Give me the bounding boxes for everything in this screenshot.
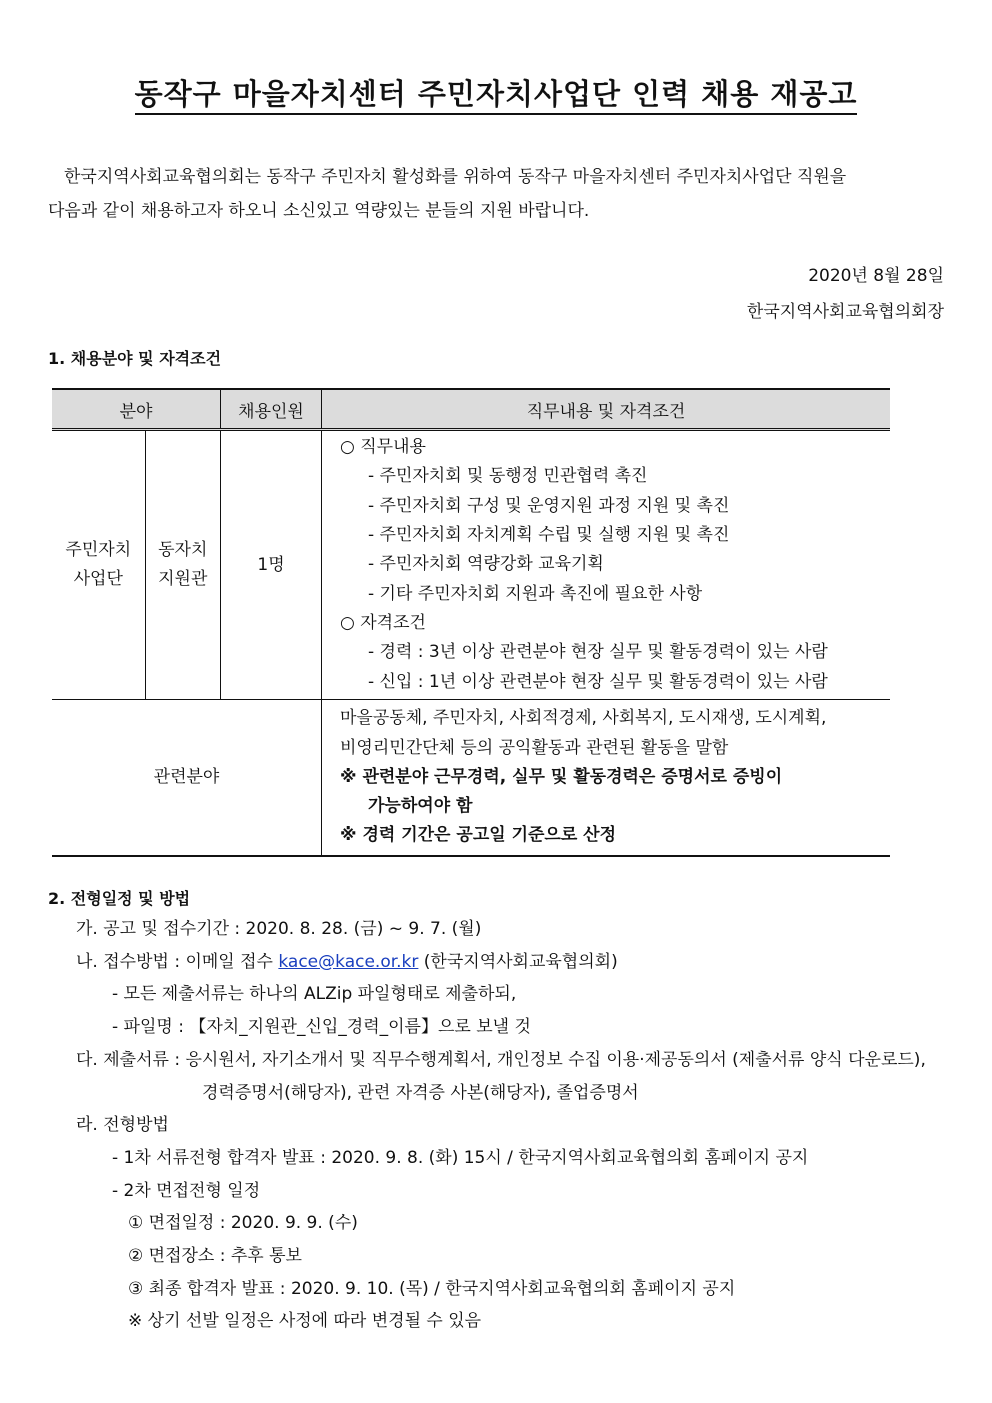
count-cell: 1명 — [221, 430, 322, 700]
duty-item: - 주민자치회 역량강화 교육기획 — [368, 554, 604, 575]
qualification-item: - 경력 : 3년 이상 관련분야 현장 실무 및 활동경력이 있는 사람 — [368, 642, 828, 663]
related-note-1-cont: 가능하여야 함 — [368, 796, 473, 817]
selection-method: 라. 전형방법 — [76, 1115, 169, 1136]
interview-item-2: ② 면접장소 : 추후 통보 — [128, 1246, 302, 1267]
schedule-period: 가. 공고 및 접수기간 : 2020. 8. 28. (금) ~ 9. 7. (월) — [76, 919, 482, 939]
document-title-text: 동작구 마을자치센터 주민자치사업단 인력 채용 재공고 — [135, 77, 858, 115]
issuing-organization: 한국지역사회교육협의회장 — [746, 302, 944, 322]
email-link[interactable]: kace@kace.or.kr — [278, 951, 419, 972]
interview-item-1: ① 면접일정 : 2020. 9. 9. (수) — [128, 1213, 358, 1234]
duty-item: - 주민자치회 및 동행정 민관협력 촉진 — [368, 466, 648, 487]
qualification-item: - 신입 : 1년 이상 관련분야 현장 실무 및 활동경력이 있는 사람 — [368, 671, 828, 692]
selection-sub-1: - 1차 서류전형 합격자 발표 : 2020. 9. 8. (화) 15시 / 한국지역사회교육협의회 홈페이지 공지 — [112, 1147, 809, 1168]
signature-block — [747, 258, 944, 330]
recruitment-table — [52, 388, 890, 857]
table-row — [52, 700, 890, 857]
duty-title: ○ 직무내용 — [340, 437, 426, 458]
header-field: 분야 — [52, 389, 221, 430]
position-cell: 동자치 지원관 — [145, 430, 220, 700]
duty-item: - 주민자치회 구성 및 운영지원 과정 지원 및 촉진 — [368, 495, 730, 516]
qualification-title: ○ 자격조건 — [340, 612, 426, 633]
selection-sub-2: - 2차 면접전형 일정 — [112, 1180, 261, 1201]
schedule-section — [48, 913, 948, 1338]
field-cell: 주민자치 사업단 — [52, 430, 145, 700]
document-title — [0, 72, 992, 113]
intro-paragraph — [48, 160, 944, 228]
header-count: 채용인원 — [221, 389, 322, 430]
documents-line-2: 경력증명서(해당자), 관련 자격증 사본(해당자), 졸업증명서 — [202, 1082, 639, 1103]
related-field-line-2: 비영리민간단체 등의 공익활동과 관련된 활동을 말함 — [340, 737, 729, 758]
method-sub-2: - 파일명 : 【자치_지원관_신입_경력_이름】으로 보낼 것 — [112, 1017, 531, 1038]
intro-line-2: 다음과 같이 채용하고자 하오니 소신있고 역량있는 분들의 지원 바랍니다. — [48, 201, 590, 221]
announcement-date: 2020년 8월 28일 — [808, 266, 944, 286]
related-note-1: ※ 관련분야 근무경력, 실무 및 활동경력은 증명서로 증빙이 — [340, 766, 783, 787]
documents-line-1: 다. 제출서류 : 응시원서, 자기소개서 및 직무수행계획서, 개인정보 수집 이용·제공동의서 (제출서류 양식 다운로드), — [76, 1049, 926, 1070]
section-1-heading: 1. 채용분야 및 자격조건 — [48, 349, 222, 368]
table-header-row — [52, 389, 890, 430]
related-field-cell — [322, 700, 891, 857]
section-2-heading: 2. 전형일정 및 방법 — [48, 889, 191, 908]
duties-cell — [322, 430, 891, 700]
duty-item: - 주민자치회 자치계획 수립 및 실행 지원 및 촉진 — [368, 525, 730, 546]
header-duties: 직무내용 및 자격조건 — [322, 389, 891, 430]
related-note-2: ※ 경력 기간은 공고일 기준으로 산정 — [340, 825, 617, 846]
schedule-method: 나. 접수방법 : 이메일 접수 kace@kace.or.kr (한국지역사회교육협의회) — [76, 951, 618, 972]
related-field-line-1: 마을공동체, 주민자치, 사회적경제, 사회복지, 도시재생, 도시계획, — [340, 708, 827, 729]
schedule-note: ※ 상기 선발 일정은 사정에 따라 변경될 수 있음 — [128, 1311, 482, 1332]
table-row — [52, 430, 890, 700]
related-field-label: 관련분야 — [52, 700, 322, 857]
interview-item-3: ③ 최종 합격자 발표 : 2020. 9. 10. (목) / 한국지역사회교육협의회 홈페이지 공지 — [128, 1278, 736, 1299]
intro-line-1: 한국지역사회교육협의회는 동작구 주민자치 활성화를 위하여 동작구 마을자치센터 주민자치사업단 직원을 — [64, 167, 847, 187]
method-sub-1: - 모든 제출서류는 하나의 ALZip 파일형태로 제출하되, — [112, 984, 517, 1005]
duty-item: - 기타 주민자치회 지원과 촉진에 필요한 사항 — [368, 583, 703, 604]
